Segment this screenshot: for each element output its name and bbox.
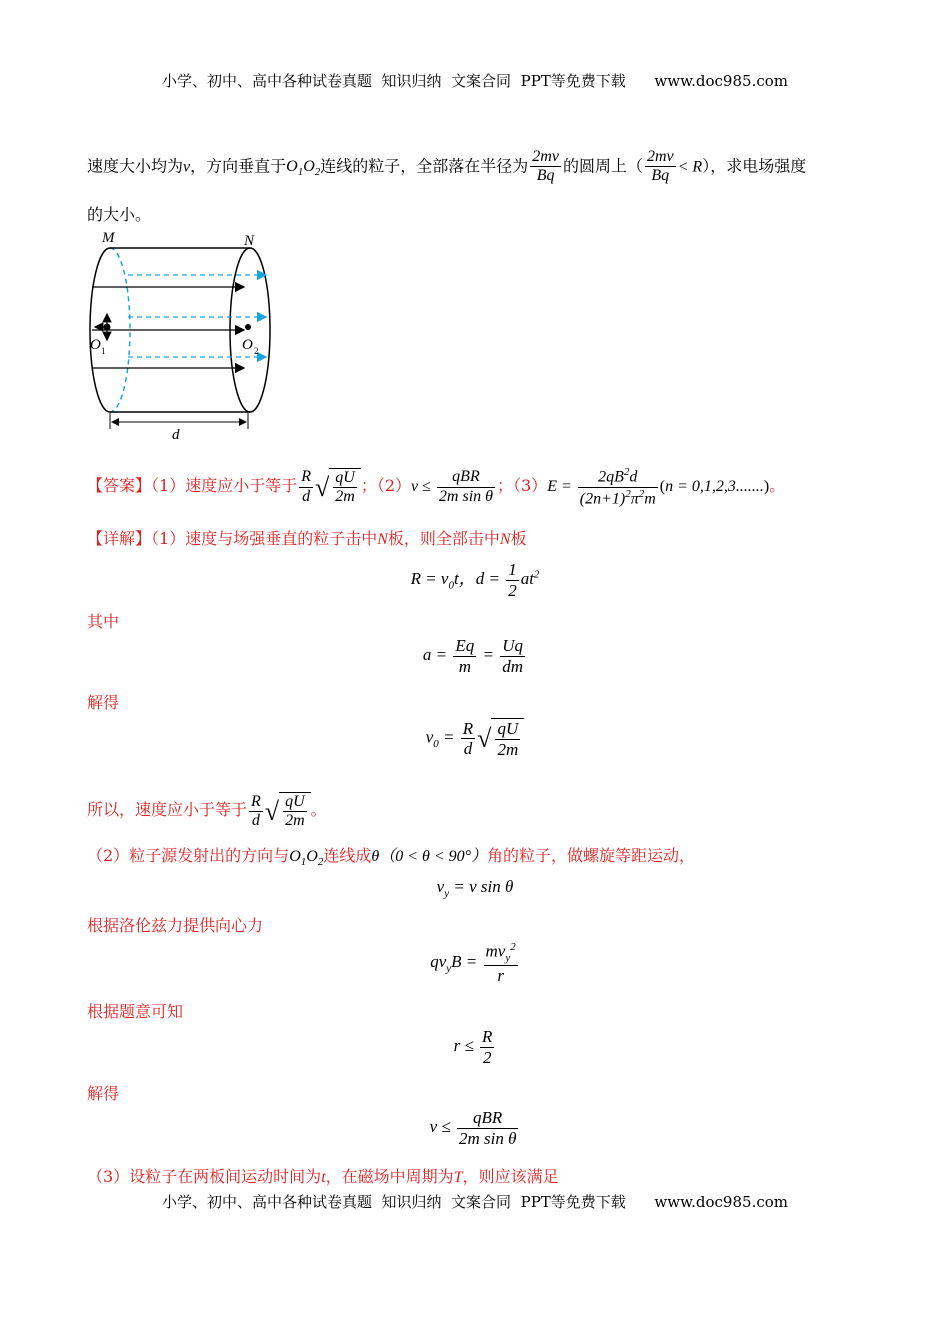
detail-period-t: T [453,1169,463,1186]
detail-s2-a: （2）粒子源发射出的方向与 [87,846,290,865]
detail-s3-c: ，则应该满足 [462,1167,559,1186]
label-m: M [102,230,115,246]
detail-suoyi-end: 。 [310,800,327,820]
answer-part-3: ；（3） [497,475,548,495]
o1o2-symbol: $O_1O_2$ [286,158,321,179]
equation-v-limit: v ≤ $\frac{\text{qBR}}{\text{2m sin θ}}$ [429,1108,517,1148]
detail-tiyi: 根据题意可知 [87,1002,184,1021]
detail-n-1: N [377,531,388,548]
equation-vy: $v_y = v$ sin θ [436,877,514,900]
equation-v0: $v_0$ = $\frac{R}{d}$ √ $\frac{qU}{2m}$ [0,718,950,759]
question-text-5: ），求电场强度 [702,156,807,176]
cylinder-figure [80,225,280,445]
detail-qizhong: 其中 [87,612,120,631]
page-header: 小学、初中、高中各种试卷真题 知识归纳 文案合同 PPT等免费下载 www.doc985.com [161,72,788,90]
radius-condition-fraction: $\frac{2mv}{Bq}$ [646,148,674,185]
detail-line-3 [87,1164,559,1187]
detail-s1-c: 板 [510,529,527,548]
answer-1-formula: $\frac{R}{d}$ √ $\frac{qU}{2m}$ [297,478,361,495]
equation-r-d: $R = v_0t$，d = $\frac{1}{2}$ $at^2$ [410,560,540,600]
question-text-2: ，方向垂直于 [190,156,287,176]
detail-s1-b: 板，则全部击中 [387,529,500,548]
speed-symbol: v [183,158,191,176]
detail-lorentz: 根据洛伦兹力提供向心力 [87,916,264,935]
label-o2: O [242,337,253,353]
question-line-2: 的大小。 [87,205,152,224]
label-o1-sub: 1 [101,346,106,356]
detail-n-2: N [499,531,511,548]
detail-suoyi: 所以，速度应小于等于 [87,800,248,820]
answer-tag: 【答案】 [87,475,152,495]
answer-line [87,466,785,508]
answer-n-values: n = 0,1,2,3....... [665,477,764,495]
detail-jiede-1: 解得 [87,693,120,712]
equation-acceleration: a = $\frac{Eq}{m}$ = $\frac{Uq}{dm}$ [422,636,524,676]
question-text-1: 速度大小均为 [87,156,184,176]
center-point-o2 [245,324,251,330]
answer-part-1: （1）速度应小于等于 [151,475,298,495]
equation-lorentz: $qv_yB$ = $\frac{mv_y^2}{r}$ [430,941,516,985]
o1o2-symbol-2: $O_1O_2$ [289,848,324,869]
radius-fraction: $\frac{2mv}{Bq}$ [532,148,559,185]
detail-s1-a: （1）速度与场强垂直的粒子击中 [151,529,378,548]
detail-tag: 【详解】 [87,529,152,548]
label-n: N [244,233,255,249]
answer-3-formula: E = $\frac{2qB^2d}{(2n+1)^2\pi^2m}$ (n = 0,1,2,3.......) [547,466,770,508]
label-o2-sub: 2 [254,346,259,356]
detail-s3-b: ，在磁场中周期为 [325,1167,454,1186]
answer-2-formula: v ≤ $\frac{\text{qBR}}{\text{2m sin θ}}$ [411,468,493,505]
answer-end: 。 [769,475,786,495]
detail-suoyi-line: 所以，速度应小于等于 $\frac{R}{d}$ √ $\frac{qU}{2m}$ 。 [87,792,327,830]
detail-s2-b: 连线成 [323,846,372,865]
detail-jiede-2: 解得 [87,1084,120,1103]
detail-s3-a: （3）设粒子在两板间运动时间为 [87,1167,322,1186]
question-line-1 [87,148,806,186]
detail-theta-range: （0 < θ < 90°） [379,848,488,865]
detail-line-1 [87,526,527,549]
label-d: d [172,427,180,443]
detail-theta: θ [371,848,380,865]
less-than-r: < R [677,158,703,176]
detail-t: t [321,1169,326,1186]
detail-line-2 [87,843,695,868]
page-footer: 小学、初中、高中各种试卷真题 知识归纳 文案合同 PPT等免费下载 www.doc985.com [161,1193,788,1211]
label-o1: O [90,337,101,353]
detail-s2-c: 角的粒子，做螺旋等距运动， [487,846,696,865]
question-text-4: 的圆周上（ [562,156,643,176]
question-text-3: 连线的粒子，全部落在半径为 [320,156,529,176]
answer-part-2: ；（2） [360,475,412,495]
equation-r-limit: r ≤ $\frac{R}{2}$ [453,1027,493,1067]
